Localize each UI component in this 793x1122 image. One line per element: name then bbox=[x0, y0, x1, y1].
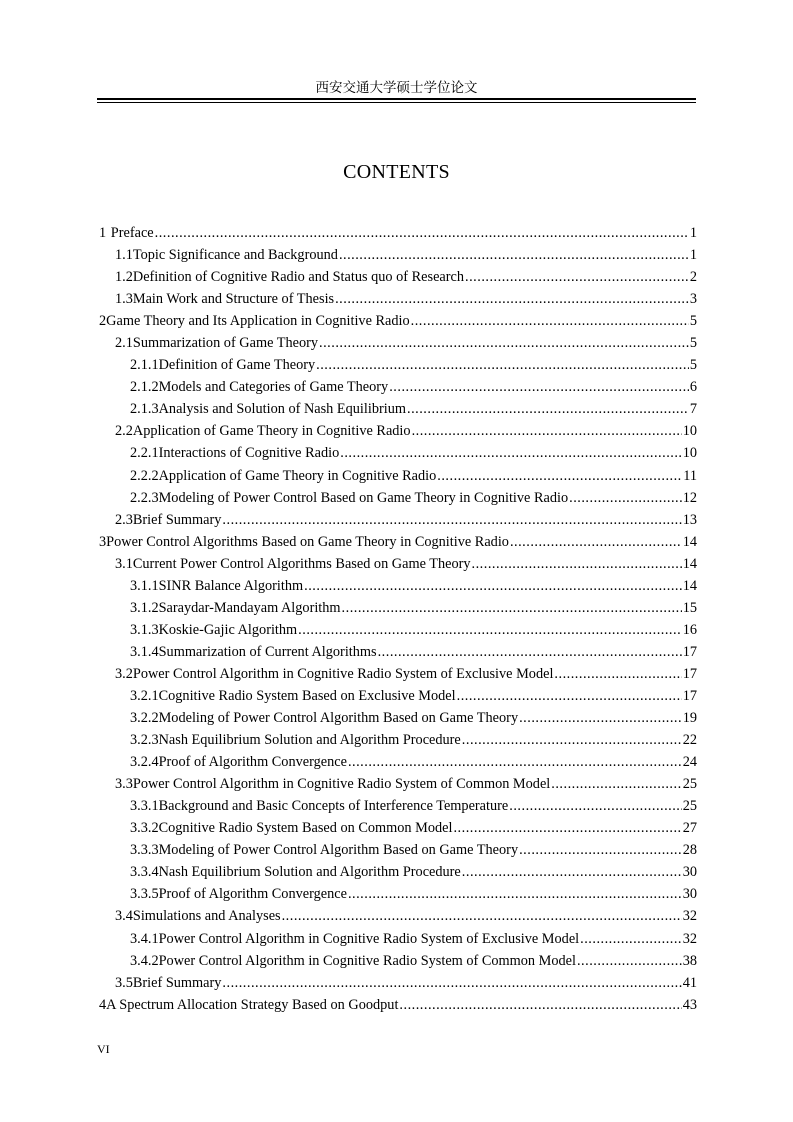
toc-entry-number: 2.2 bbox=[115, 423, 133, 440]
toc-dot-leader bbox=[510, 531, 682, 553]
toc-entry[interactable] bbox=[97, 354, 697, 376]
toc-entry[interactable] bbox=[97, 288, 697, 310]
toc-dot-leader bbox=[465, 266, 689, 288]
toc-entry[interactable] bbox=[97, 663, 697, 685]
toc-entry-title: Modeling of Power Control Algorithm Based on Game Theory bbox=[158, 710, 519, 727]
toc-entry-page: 28 bbox=[682, 842, 697, 859]
toc-entry[interactable] bbox=[97, 509, 697, 531]
toc-dot-leader bbox=[399, 994, 681, 1016]
toc-entry-page: 12 bbox=[682, 489, 697, 506]
toc-dot-leader bbox=[222, 972, 681, 994]
toc-entry-title: Preface bbox=[110, 225, 154, 241]
toc-dot-leader bbox=[519, 707, 682, 729]
toc-dot-leader bbox=[554, 663, 681, 685]
toc-entry[interactable] bbox=[97, 575, 697, 597]
toc-dot-leader bbox=[304, 575, 682, 597]
toc-entry-number: 4 bbox=[99, 996, 107, 1013]
toc-dot-leader bbox=[472, 553, 682, 575]
toc-entry-number: 2 bbox=[99, 313, 107, 330]
toc-entry-page: 3 bbox=[689, 291, 697, 308]
toc-entry-page: 1 bbox=[689, 225, 697, 241]
toc-entry-title: Modeling of Power Control Based on Game Theory in Cognitive Radio bbox=[158, 489, 569, 506]
toc-entry-page: 14 bbox=[682, 555, 697, 572]
toc-entry[interactable] bbox=[97, 442, 697, 464]
toc-entry[interactable] bbox=[97, 222, 697, 244]
toc-entry-page: 5 bbox=[689, 357, 697, 374]
toc-entry-number: 3.3 bbox=[115, 776, 133, 793]
toc-entry-title: Brief Summary bbox=[132, 511, 222, 528]
toc-entry-number: 2.1.3 bbox=[130, 401, 159, 418]
toc-dot-leader bbox=[282, 905, 682, 927]
toc-dot-leader bbox=[340, 442, 681, 464]
toc-entry-title: Background and Basic Concepts of Interference Temperature bbox=[158, 798, 509, 815]
toc-entry-number: 3.4.2 bbox=[130, 952, 159, 969]
toc-dot-leader bbox=[222, 509, 681, 531]
toc-entry[interactable] bbox=[97, 928, 697, 950]
toc-entry-title: Modeling of Power Control Algorithm Based on Game Theory bbox=[158, 842, 519, 859]
toc-entry-title: SINR Balance Algorithm bbox=[158, 577, 304, 594]
toc-entry[interactable] bbox=[97, 332, 697, 354]
toc-entry[interactable] bbox=[97, 751, 697, 773]
toc-dot-leader bbox=[339, 244, 689, 266]
header-rule-thin bbox=[97, 102, 696, 103]
toc-entry-page: 10 bbox=[682, 445, 697, 462]
toc-dot-leader bbox=[580, 928, 682, 950]
toc-dot-leader bbox=[462, 729, 682, 751]
toc-entry-number: 2.1.1 bbox=[130, 357, 159, 374]
toc-entry-number: 2.2.2 bbox=[130, 467, 159, 484]
toc-entry-title: Brief Summary bbox=[132, 974, 222, 991]
page-title: CONTENTS bbox=[343, 161, 450, 183]
toc-entry-title: Power Control Algorithms Based on Game Theory in Cognitive Radio bbox=[106, 533, 509, 550]
running-header: 西安交通大学硕士学位论文 bbox=[315, 80, 478, 95]
toc-entry-title: A Spectrum Allocation Strategy Based on Goodput bbox=[106, 996, 399, 1013]
toc-entry[interactable] bbox=[97, 707, 697, 729]
toc-entry-title: Main Work and Structure of Thesis bbox=[132, 291, 335, 308]
toc-entry[interactable] bbox=[97, 487, 697, 509]
toc-entry-number: 3.3.4 bbox=[130, 864, 159, 881]
toc-entry-number: 3.2.4 bbox=[130, 754, 159, 771]
toc-entry-title: Power Control Algorithm in Cognitive Radio System of Common Model bbox=[132, 776, 551, 793]
toc-dot-leader bbox=[453, 817, 681, 839]
toc-entry-title: Cognitive Radio System Based on Exclusive Model bbox=[158, 687, 456, 704]
toc-entry-title: Proof of Algorithm Convergence bbox=[158, 886, 347, 903]
toc-entry[interactable] bbox=[97, 310, 697, 332]
toc-entry-number: 3.1 bbox=[115, 555, 133, 572]
toc-entry-page: 30 bbox=[682, 864, 697, 881]
toc-entry-number: 3.4 bbox=[115, 908, 133, 925]
toc-entry-page: 24 bbox=[682, 754, 697, 771]
toc-entry-number: 3.2 bbox=[115, 665, 133, 682]
toc-entry-number: 3.2.1 bbox=[130, 687, 159, 704]
toc-entry-title: Definition of Game Theory bbox=[158, 357, 316, 374]
toc-entry-number: 1.2 bbox=[115, 269, 133, 286]
toc-entry-page: 17 bbox=[682, 665, 697, 682]
toc-entry-number: 3.2.2 bbox=[130, 710, 159, 727]
toc-entry-title: Interactions of Cognitive Radio bbox=[158, 445, 340, 462]
toc-entry[interactable] bbox=[97, 861, 697, 883]
toc-dot-leader bbox=[378, 641, 682, 663]
toc-entry-page: 7 bbox=[689, 401, 697, 418]
toc-dot-leader bbox=[335, 288, 689, 310]
toc-entry[interactable] bbox=[97, 465, 697, 487]
toc-entry-title: Application of Game Theory in Cognitive Radio bbox=[158, 467, 437, 484]
toc-entry-number: 2.2.3 bbox=[130, 489, 159, 506]
toc-entry-title: Nash Equilibrium Solution and Algorithm Procedure bbox=[158, 864, 461, 881]
toc-entry-page: 19 bbox=[682, 710, 697, 727]
toc-entry-title: Models and Categories of Game Theory bbox=[158, 379, 389, 396]
toc-entry-number: 1 bbox=[99, 225, 107, 241]
toc-entry-page: 15 bbox=[682, 599, 697, 616]
toc-entry-page: 10 bbox=[682, 423, 697, 440]
toc-entry[interactable] bbox=[97, 773, 697, 795]
toc-entry[interactable] bbox=[97, 817, 697, 839]
toc-entry-page: 6 bbox=[689, 379, 697, 396]
toc-entry-page: 14 bbox=[682, 533, 697, 550]
toc-entry-page: 25 bbox=[682, 776, 697, 793]
toc-entry-title: Summarization of Game Theory bbox=[132, 335, 319, 352]
toc-entry-title: Cognitive Radio System Based on Common Model bbox=[158, 820, 453, 837]
toc-entry[interactable] bbox=[97, 685, 697, 707]
toc-entry[interactable] bbox=[97, 531, 697, 553]
toc-dot-leader bbox=[569, 487, 682, 509]
toc-entry-page: 22 bbox=[682, 732, 697, 749]
toc-dot-leader bbox=[551, 773, 681, 795]
table-of-contents bbox=[97, 222, 697, 1016]
toc-entry-number: 3.4.1 bbox=[130, 930, 159, 947]
toc-entry-page: 25 bbox=[682, 798, 697, 815]
toc-entry[interactable] bbox=[97, 795, 697, 817]
toc-entry-number: 2.3 bbox=[115, 511, 133, 528]
toc-dot-leader bbox=[316, 354, 689, 376]
toc-entry-number: 2.1 bbox=[115, 335, 133, 352]
toc-entry-number: 3.1.2 bbox=[130, 599, 159, 616]
toc-entry-title: Summarization of Current Algorithms bbox=[158, 643, 377, 660]
toc-entry-title: Power Control Algorithm in Cognitive Radio System of Common Model bbox=[158, 952, 576, 969]
toc-entry-number: 3.1.1 bbox=[130, 577, 159, 594]
toc-entry-number: 1.3 bbox=[115, 291, 133, 308]
toc-entry-number: 2.2.1 bbox=[130, 445, 159, 462]
toc-entry[interactable] bbox=[97, 972, 697, 994]
toc-entry-page: 27 bbox=[682, 820, 697, 837]
toc-entry-title: Topic Significance and Background bbox=[132, 247, 338, 264]
toc-entry-page: 17 bbox=[682, 643, 697, 660]
toc-entry[interactable] bbox=[97, 553, 697, 575]
toc-entry-page: 14 bbox=[682, 577, 697, 594]
toc-entry-number: 2.1.2 bbox=[130, 379, 159, 396]
toc-entry-title: Definition of Cognitive Radio and Status quo of Research bbox=[132, 269, 465, 286]
toc-dot-leader bbox=[155, 222, 689, 244]
toc-entry-title: Power Control Algorithm in Cognitive Radio System of Exclusive Model bbox=[132, 665, 554, 682]
toc-dot-leader bbox=[389, 376, 689, 398]
toc-entry[interactable] bbox=[97, 839, 697, 861]
toc-dot-leader bbox=[462, 861, 682, 883]
header-rule-thick bbox=[97, 98, 696, 100]
toc-entry-number: 3.1.4 bbox=[130, 643, 159, 660]
toc-entry-title: Power Control Algorithm in Cognitive Radio System of Exclusive Model bbox=[158, 930, 580, 947]
toc-entry[interactable] bbox=[97, 266, 697, 288]
toc-entry-page: 38 bbox=[682, 952, 697, 969]
toc-entry-number: 3.1.3 bbox=[130, 621, 159, 638]
toc-entry-title: Simulations and Analyses bbox=[132, 908, 281, 925]
page-number: VI bbox=[97, 1042, 110, 1056]
toc-dot-leader bbox=[412, 420, 682, 442]
toc-entry-page: 43 bbox=[682, 996, 697, 1013]
toc-entry-title: Koskie-Gajic Algorithm bbox=[158, 621, 298, 638]
toc-entry[interactable] bbox=[97, 619, 697, 641]
toc-dot-leader bbox=[457, 685, 682, 707]
toc-dot-leader bbox=[411, 310, 689, 332]
toc-entry-title: Analysis and Solution of Nash Equilibrium bbox=[158, 401, 406, 418]
toc-entry[interactable] bbox=[97, 641, 697, 663]
toc-entry-number: 3.2.3 bbox=[130, 732, 159, 749]
toc-entry-page: 5 bbox=[689, 335, 697, 352]
toc-entry-page: 17 bbox=[682, 687, 697, 704]
toc-entry[interactable] bbox=[97, 883, 697, 905]
toc-entry[interactable] bbox=[97, 597, 697, 619]
toc-dot-leader bbox=[298, 619, 682, 641]
toc-entry[interactable] bbox=[97, 398, 697, 420]
toc-entry[interactable] bbox=[97, 376, 697, 398]
toc-entry-title: Proof of Algorithm Convergence bbox=[158, 754, 347, 771]
toc-entry[interactable] bbox=[97, 420, 697, 442]
toc-dot-leader bbox=[407, 398, 689, 420]
toc-entry[interactable] bbox=[97, 994, 697, 1016]
toc-entry-page: 32 bbox=[682, 908, 697, 925]
toc-entry-page: 32 bbox=[682, 930, 697, 947]
toc-entry-title: Game Theory and Its Application in Cognitive Radio bbox=[106, 313, 410, 330]
toc-entry[interactable] bbox=[97, 244, 697, 266]
toc-entry[interactable] bbox=[97, 905, 697, 927]
toc-dot-leader bbox=[519, 839, 682, 861]
toc-entry-number: 3.3.5 bbox=[130, 886, 159, 903]
toc-dot-leader bbox=[577, 950, 682, 972]
toc-entry-number: 1.1 bbox=[115, 247, 133, 264]
toc-entry-page: 30 bbox=[682, 886, 697, 903]
toc-entry-title: Nash Equilibrium Solution and Algorithm Procedure bbox=[158, 732, 461, 749]
toc-entry-number: 3.3.2 bbox=[130, 820, 159, 837]
toc-entry[interactable] bbox=[97, 950, 697, 972]
toc-dot-leader bbox=[342, 597, 682, 619]
toc-entry-title: Application of Game Theory in Cognitive Radio bbox=[132, 423, 411, 440]
toc-entry-page: 13 bbox=[682, 511, 697, 528]
toc-entry-page: 11 bbox=[683, 467, 697, 484]
toc-dot-leader bbox=[437, 465, 682, 487]
toc-entry[interactable] bbox=[97, 729, 697, 751]
toc-entry-page: 2 bbox=[689, 269, 697, 286]
toc-entry-number: 3.3.3 bbox=[130, 842, 159, 859]
toc-entry-page: 41 bbox=[682, 974, 697, 991]
toc-entry-number: 3 bbox=[99, 533, 107, 550]
toc-dot-leader bbox=[348, 751, 682, 773]
toc-entry-page: 16 bbox=[682, 621, 697, 638]
toc-entry-number: 3.3.1 bbox=[130, 798, 159, 815]
toc-entry-page: 1 bbox=[689, 247, 697, 264]
toc-entry-title: Current Power Control Algorithms Based on Game Theory bbox=[132, 555, 471, 572]
toc-entry-title: Saraydar-Mandayam Algorithm bbox=[158, 599, 341, 616]
toc-entry-number: 3.5 bbox=[115, 974, 133, 991]
toc-dot-leader bbox=[509, 795, 681, 817]
toc-entry-page: 5 bbox=[689, 313, 697, 330]
toc-dot-leader bbox=[319, 332, 689, 354]
toc-dot-leader bbox=[348, 883, 682, 905]
